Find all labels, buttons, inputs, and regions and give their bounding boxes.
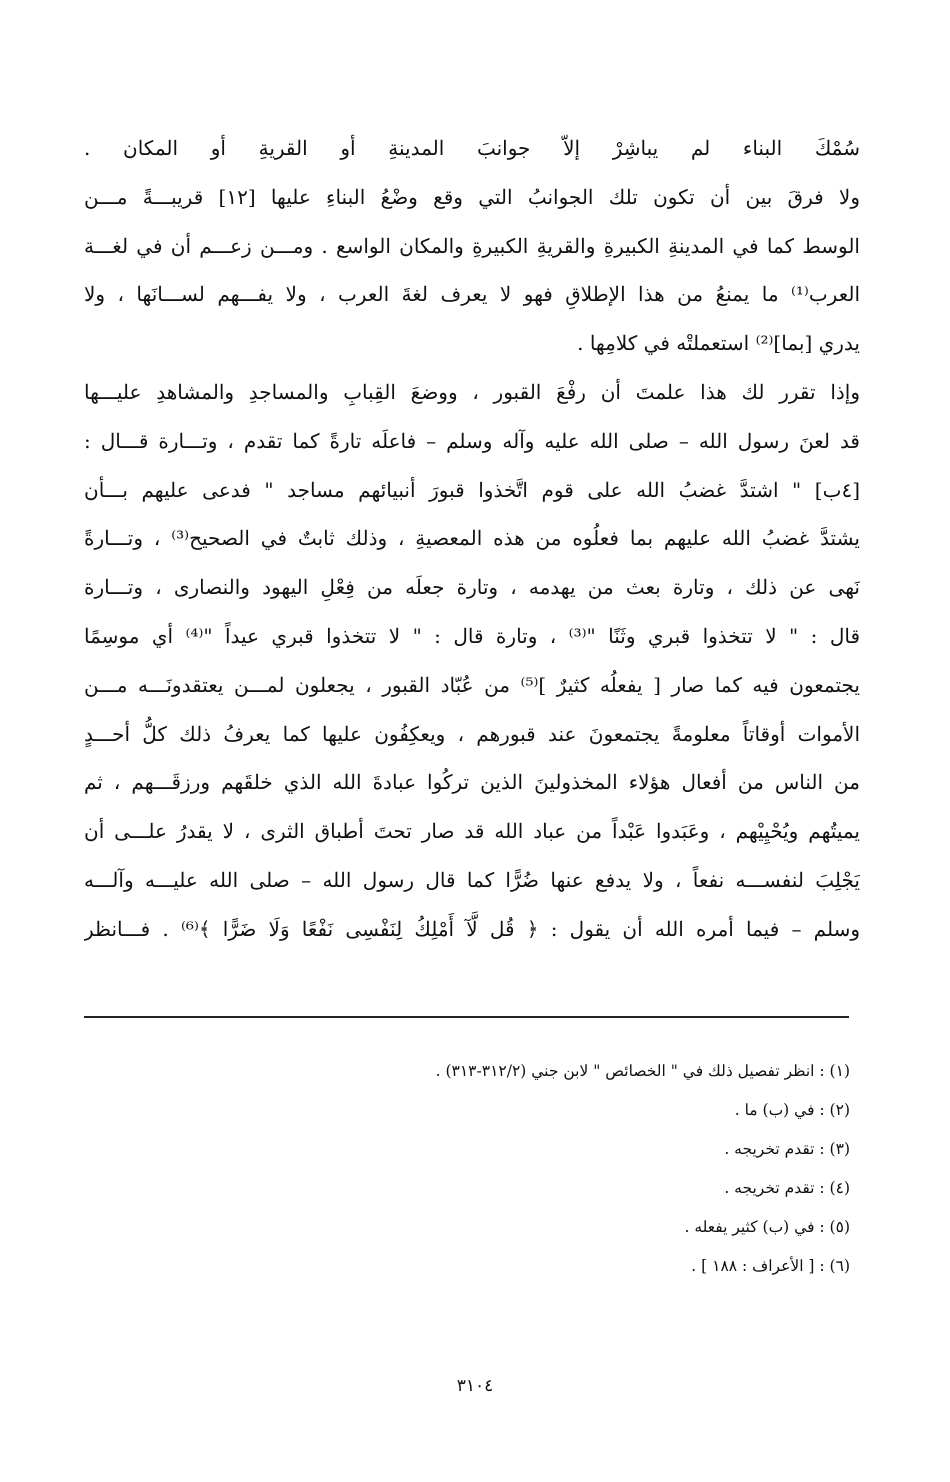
page-number: ٣١٠٤ xyxy=(456,1376,494,1396)
footnote-5: (٥) : في (ب) كثير يفعله . xyxy=(684,1218,850,1236)
footnote-separator xyxy=(84,1016,849,1018)
footnote-2: (٢) : في (ب) ما . xyxy=(734,1101,850,1119)
text-line: [٤ب] " اشتدَّ غضبُ الله على قوم اتَّخذوا قبورَ أنبيائهم مساجد " فدعى عليهم بـــأن xyxy=(84,477,860,502)
text-line: يميتُهم ويُحْيِيْهم ، وعَبَدوا عَبْداً من عباد الله قد صار تحتَ أطباق الثرى ، لا يقدرُ علـــى أن xyxy=(84,819,860,844)
text-line: قد لعنَ رسول الله – صلى الله عليه وآله وسلم – فاعلَه تارةً كما تقدم ، وتـــارة قـــال : xyxy=(84,428,860,453)
footnote-1: (١) : انظر تفصيل ذلك في " الخصائص " لابن جني (٣١٢/٢-٣١٣) . xyxy=(435,1062,850,1080)
text-line: قال : " لا تتخذوا قبري وثَنًا "⁽³⁾ ، وتارة قال : " لا تتخذوا قبري عيداً "⁽⁴⁾ أي موسِمًا xyxy=(84,623,860,648)
text-line: العرب⁽¹⁾ ما يمنعُ من هذا الإطلاقِ فهو لا يعرف لغةَ العرب ، ولا يفـــهم لســـانَها ، ولا xyxy=(84,282,860,307)
text-line: يجتمعون فيه كما صار [ يفعلُه كثيرٌ ]⁽⁵⁾ من عُبّاد القبور ، يجعلون لمـــن يعتقدونَـــه مـــن xyxy=(84,672,860,697)
text-line: يدري [بما]⁽²⁾ استعملتْه في كلامِها . xyxy=(577,331,860,356)
text-line: سُمْكَ البناء لم يباشِرْ إلاّ جوانبَ المدينةِ أو القريةِ أو المكان . xyxy=(84,136,860,160)
text-line: وإذا تقرر لك هذا علمتَ أن رفْعَ القبور ، ووضعَ القِبابِ والمساجدِ والمشاهدِ عليـــها xyxy=(84,379,860,404)
footnote-3: (٣) : تقدم تخريجه . xyxy=(724,1140,850,1158)
text-line: وسلم – فيما أمره الله أن يقول : ﴿ قُل لَّآ أَمْلِكُ لِنَفْسِى نَفْعًا وَلَا ضَرًّا ﴾⁽⁶⁾ . فـــانظر xyxy=(84,916,860,941)
footnotes xyxy=(300,1052,850,1286)
text-line: ولا فرقَ بين أن تكون تلك الجوانبُ التي وقع وضْعُ البناءِ عليها [١٢] قريبـــةً مـــن xyxy=(84,184,860,209)
text-line: الوسط كما في المدينةِ الكبيرةِ والقريةِ الكبيرةِ والمكان الواسع . ومـــن زعـــم أن في لغـــة xyxy=(84,233,860,258)
text-line: من الناس من أفعال هؤلاء المخذولينَ الذين تركُوا عبادةَ الله الذي خلقَهم ورزقَـــهم ، ثم xyxy=(84,770,860,795)
text-line: يشتدَّ غضبُ الله عليهم بما فعلُوه من هذه المعصيةِ ، وذلك ثابتٌ في الصحيح⁽³⁾ ، وتـــارةً xyxy=(84,526,860,551)
text-line: نَهى عن ذلك ، وتارة بعث من يهدمه ، وتارة جعلَه من فِعْلِ اليهود والنصارى ، وتـــارة xyxy=(84,575,860,600)
main-text xyxy=(84,124,860,954)
footnote-6: (٦) : [ الأعراف : ١٨٨ ] . xyxy=(691,1257,850,1275)
text-line: يَجْلِبَ لنفســـه نفعاً ، ولا يدفع عنها ضُرًّا كما قال رسول الله – صلى الله عليـــه وآلـــه xyxy=(84,867,860,892)
text-line: الأموات أوقاتاً معلومةً يجتمعونَ عند قبورهم ، ويعكِفُون عليها كما يعرفُ ذلك كلُّ أحـــدٍ xyxy=(84,721,860,746)
footnote-4: (٤) : تقدم تخريجه . xyxy=(724,1179,850,1197)
